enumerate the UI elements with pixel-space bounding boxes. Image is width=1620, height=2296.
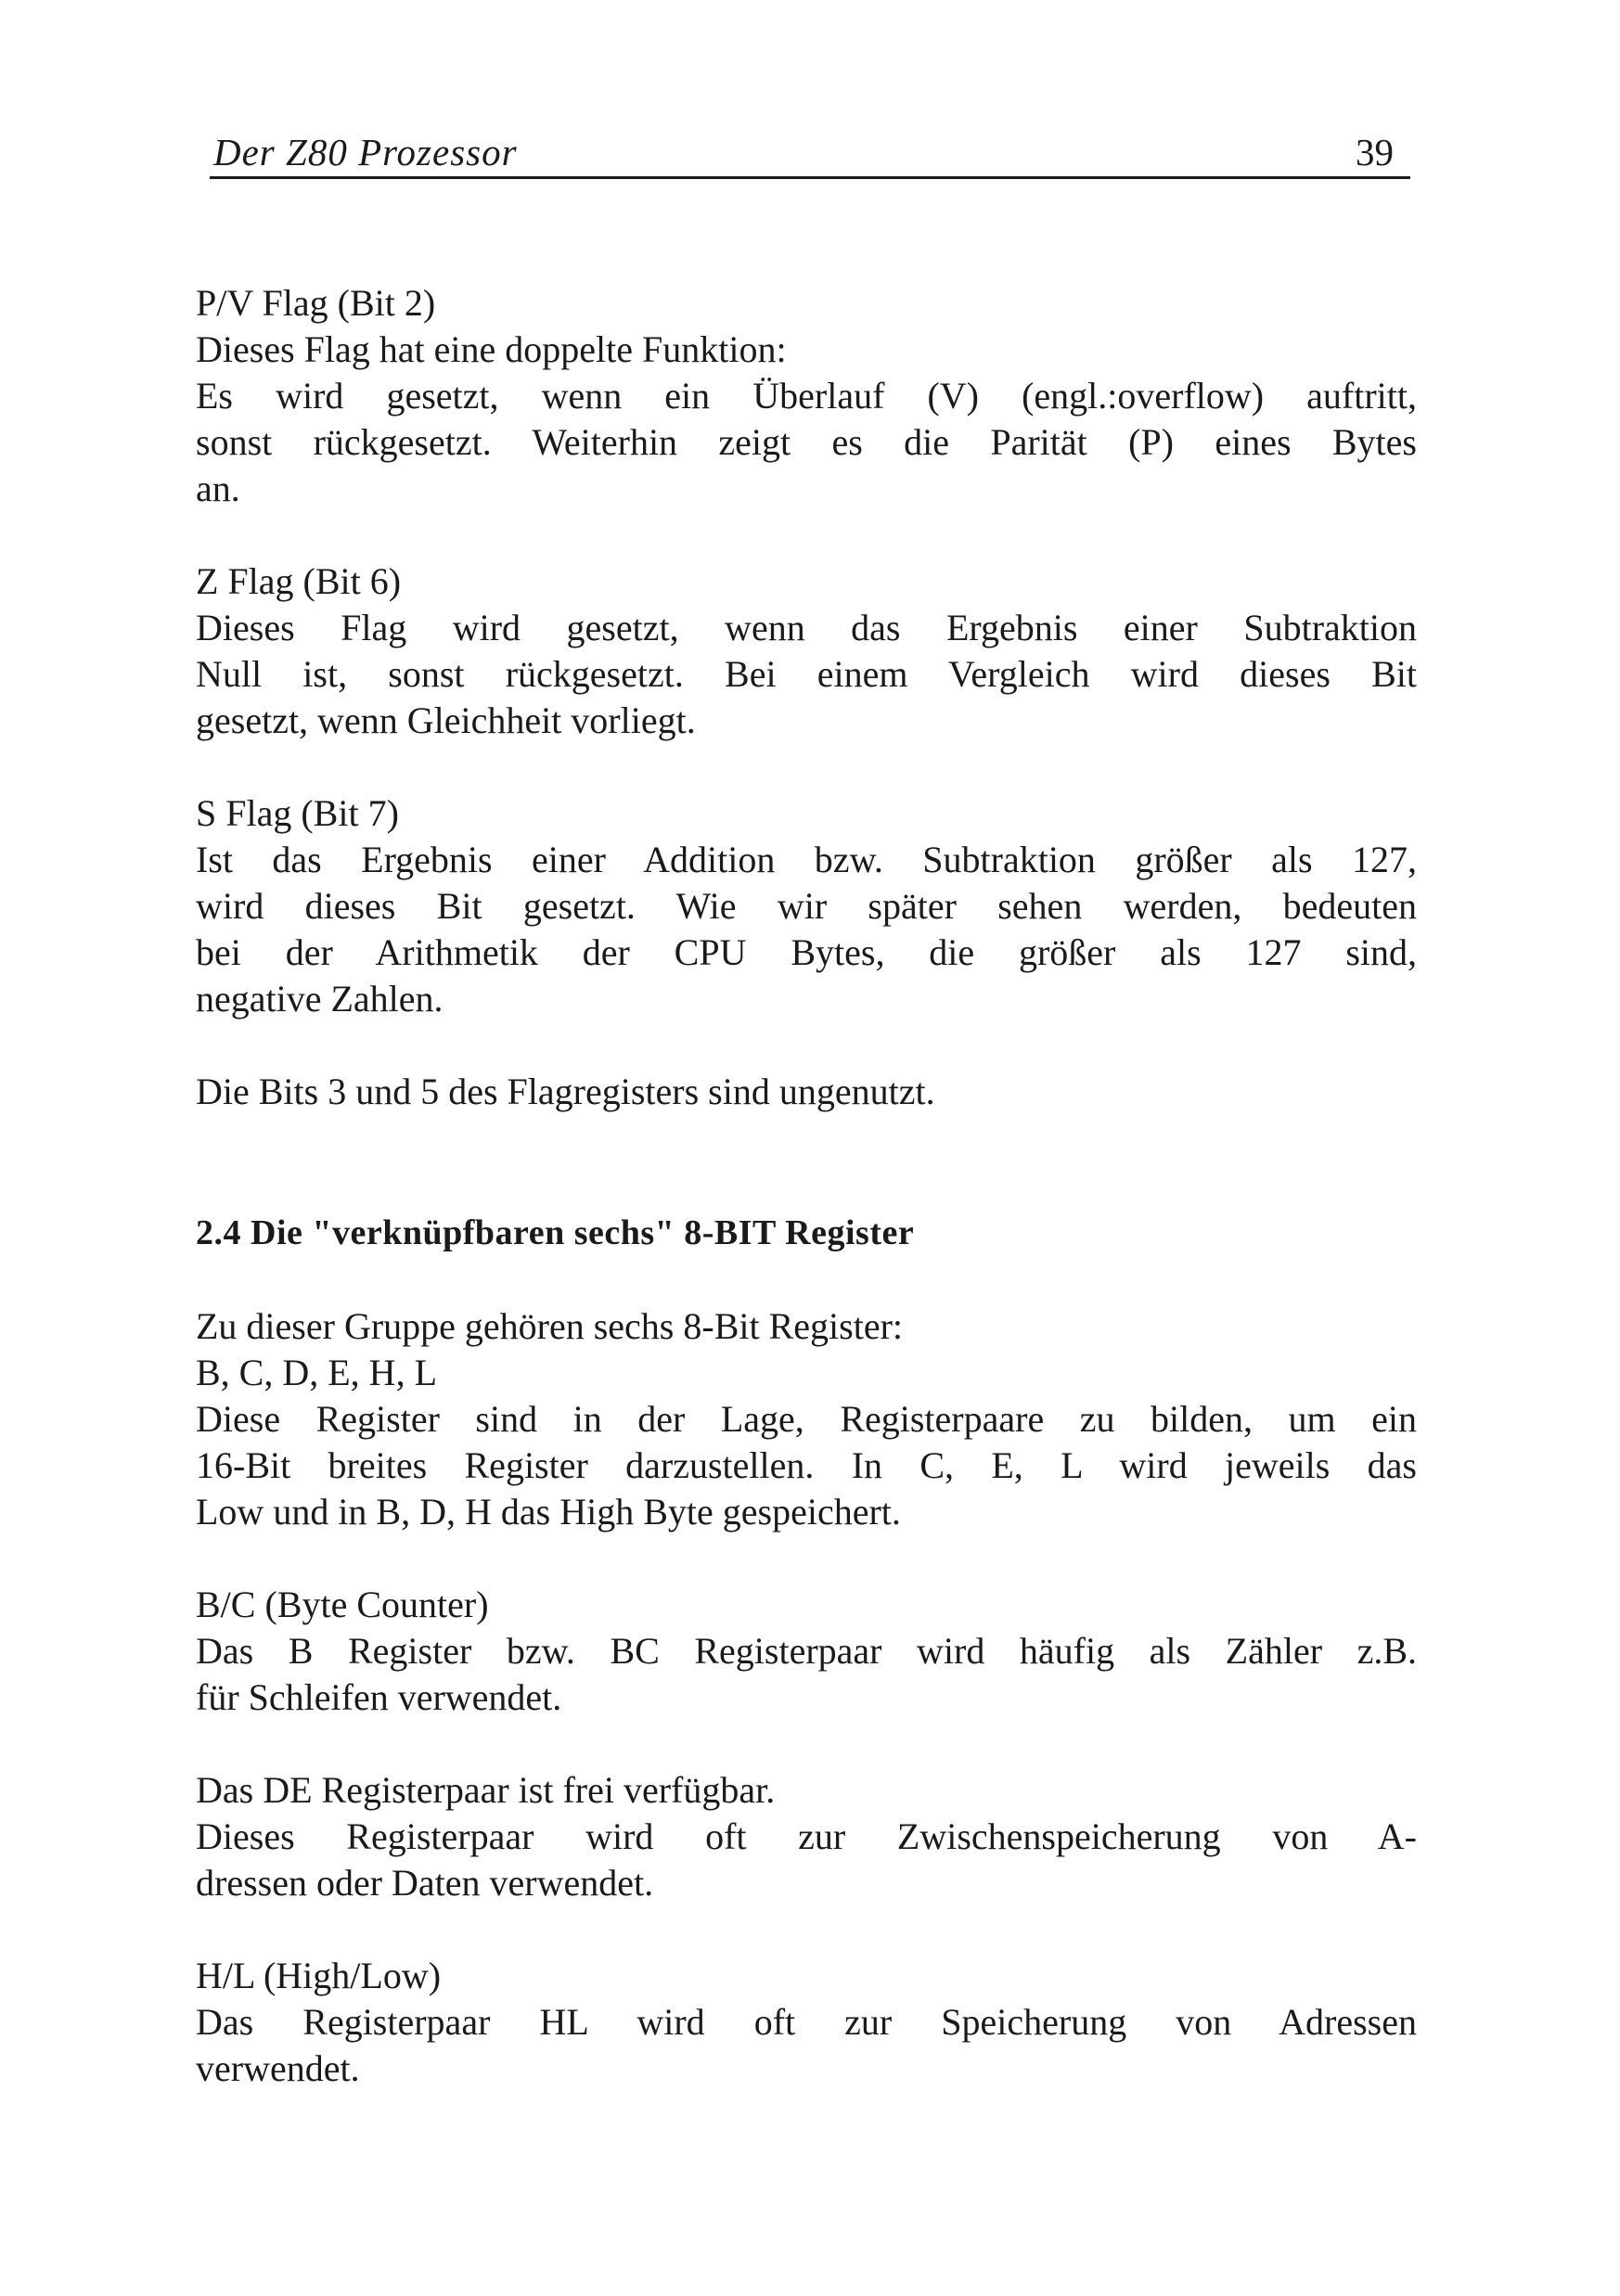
section-text-1: Zu dieser Gruppe gehören sechs 8-Bit Register:	[196, 1305, 904, 1347]
hl-title: H/L (High/Low)	[196, 1955, 442, 1996]
z-flag-text-2: Null ist, sonst rückgesetzt. Bei einem Vergleich wird dieses Bit	[196, 653, 1417, 695]
pv-flag-text-4: an.	[196, 468, 240, 509]
de-text-1: Das DE Registerpaar ist frei verfügbar.	[196, 1769, 776, 1811]
unused-bits-note: Die Bits 3 und 5 des Flagregisters sind ungenutzt.	[196, 1071, 935, 1112]
pv-flag-text-2: Es wird gesetzt, wenn ein Überlauf (V) (engl.:overflow) auftritt,	[196, 375, 1417, 417]
bc-text-1: Das B Register bzw. BC Registerpaar wird häufig als Zähler z.B.	[196, 1630, 1417, 1672]
pv-flag-text-3: sonst rückgesetzt. Weiterhin zeigt es die Parität (P) eines Bytes	[196, 421, 1417, 463]
section-heading: 2.4 Die "verknüpfbaren sechs" 8-BIT Register	[196, 1213, 915, 1252]
bc-text-2: für Schleifen verwendet.	[196, 1676, 562, 1718]
s-flag-text-2: wird dieses Bit gesetzt. Wie wir später sehen werden, bedeuten	[196, 885, 1417, 927]
page-header	[210, 128, 1410, 179]
s-flag-text-1: Ist das Ergebnis einer Addition bzw. Subtraktion größer als 127,	[196, 839, 1417, 880]
hl-text-2: verwendet.	[196, 2047, 360, 2089]
page-number: 39	[1356, 131, 1394, 173]
pv-flag-text-1: Dieses Flag hat eine doppelte Funktion:	[196, 328, 787, 370]
bc-title: B/C (Byte Counter)	[196, 1584, 489, 1625]
s-flag-title: S Flag (Bit 7)	[196, 792, 399, 834]
section-text-2: B, C, D, E, H, L	[196, 1352, 437, 1393]
running-title: Der Z80 Prozessor	[213, 131, 518, 173]
z-flag-title: Z Flag (Bit 6)	[196, 560, 402, 602]
s-flag-text-3: bei der Arithmetik der CPU Bytes, die größer als 127 sind,	[196, 931, 1417, 973]
section-text-4: 16-Bit breites Register darzustellen. In C, E, L wird jeweils das	[196, 1444, 1417, 1486]
section-text-3: Diese Register sind in der Lage, Registerpaare zu bilden, um ein	[196, 1398, 1417, 1440]
z-flag-text-1: Dieses Flag wird gesetzt, wenn das Ergebnis einer Subtraktion	[196, 607, 1417, 648]
z-flag-text-3: gesetzt, wenn Gleichheit vorliegt.	[196, 699, 696, 741]
de-text-2: Dieses Registerpaar wird oft zur Zwischenspeicherung von A-	[196, 1815, 1417, 1857]
pv-flag-title: P/V Flag (Bit 2)	[196, 282, 436, 324]
de-text-3: dressen oder Daten verwendet.	[196, 1862, 654, 1904]
section-text-5: Low und in B, D, H das High Byte gespeichert.	[196, 1491, 901, 1533]
hl-text-1: Das Registerpaar HL wird oft zur Speicherung von Adressen	[196, 2001, 1417, 2043]
s-flag-text-4: negative Zahlen.	[196, 978, 444, 1020]
